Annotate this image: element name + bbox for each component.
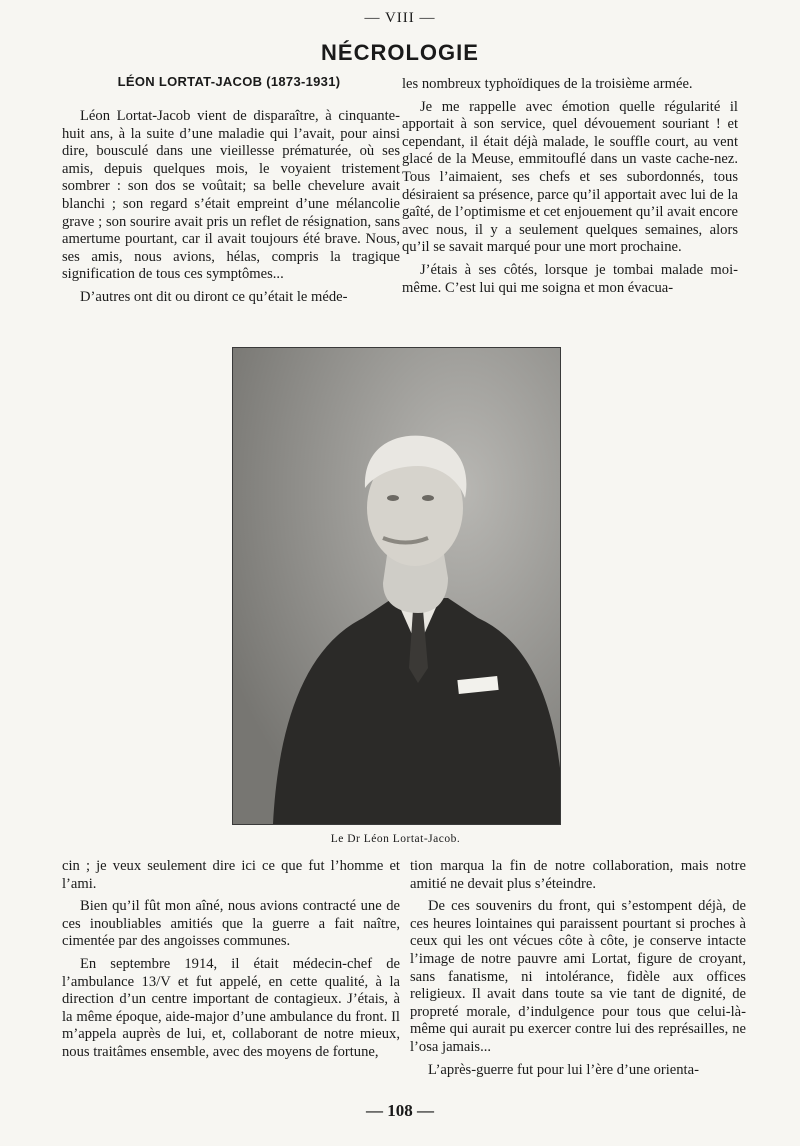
paragraph: cin ; je veux seulement dire ici ce que fut l’homme et l’ami.	[62, 858, 400, 892]
portrait-illustration	[233, 348, 560, 824]
column-top-left	[62, 108, 400, 312]
paragraph: Bien qu’il fût mon aîné, nous avions contracté une de ces inoubliables amitiés que la guerre a fait naître, cimentée par des angoisses communes.	[62, 898, 400, 950]
paragraph: J’étais à ses côtés, lorsque je tombai malade moi-même. C’est lui qui me soigna et mon évacua-	[402, 261, 738, 296]
paragraph: L’après-guerre fut pour lui l’ère d’une orienta-	[428, 1061, 699, 1078]
column-bottom-left	[62, 858, 400, 1067]
paragraph: tion marqua la fin de notre collaboration, mais notre amitié ne devait plus s’éteindre.	[410, 858, 746, 892]
section-title: NÉCROLOGIE	[321, 40, 479, 65]
paragraph: D’autres ont dit ou diront ce qu’était le méde-	[80, 288, 348, 305]
paragraph: En septembre 1914, il était médecin-chef de l’ambulance 13/V et fut appelé, en cette qualité, à la direction d’un centre important de contagieux. J’étais, à la même époque, aide-major d’une ambulance du front. Il m’appela auprès de lui, et, collaborant de notre mieux, nous traitâmes ensemble, avec des moyens de fortune,	[62, 955, 400, 1060]
paragraph: les nombreux typhoïdiques de la troisième armée.	[402, 76, 693, 92]
paragraph: De ces souvenirs du front, qui s’estompent déjà, de ces heures lointaines qui paraissent pourtant si proches à ceux qui les ont vécues côte à côte, je conserve intacte l’image de notre pauvre ami Lortat, figure de croyant, sans fanatisme, ni intolérance, fidèle aux offices religieux. Il avait dans toute sa vie tant de dignité, de propreté morale, d’indulgence pour tous que celui-là-même qui aurait pu exercer contre lui des représailles, ne l’osa jamais...	[410, 898, 746, 1055]
page-marker: — VIII —	[364, 10, 436, 26]
photo-caption: Le Dr Léon Lortat-Jacob.	[330, 833, 461, 845]
column-top-right	[402, 76, 738, 302]
paragraph: Je me rappelle avec émotion quelle régularité il apportait à son service, quel dévouement souriant ! et cependant, il était déjà malade, le souffle court, au vent glacé de la Meuse, emmitouflé dans un vaste cache-nez. Tous l’aimaient, ses chefs et ses subordonnés, tous désiraient sa présence, parce qu’il apportait avec lui de la gaîté, de l’optimisme et cet enjouement qu’il avait encore avec nous, il y a seulement quelques semaines, alors qu’il se savait marqué pour une mort prochaine.	[402, 98, 738, 256]
paragraph: Léon Lortat-Jacob vient de disparaître, à cinquante-huit ans, à la suite d’une maladie qui l’avait, pour ainsi dire, bousculé dans une vieillesse prématurée, où ses amis, depuis quelques mois, le voyaient tristement sombrer : son dos se voûtait; sa belle chevelure avait blanchi ; son regard s’était empreint d’une mélancolie grave ; son sourire avait pris un reflet de résignation, sans amertume pourtant, car il avait toujours été brave. Nous, ses amis, nous avions, hélas, compris la tragique signification de tous ces symptômes...	[62, 108, 400, 283]
article-heading: LÉON LORTAT-JACOB (1873-1931)	[117, 74, 341, 89]
page-number: — 108 —	[366, 1101, 434, 1120]
column-bottom-right	[410, 858, 746, 1084]
portrait-photo	[232, 347, 561, 825]
